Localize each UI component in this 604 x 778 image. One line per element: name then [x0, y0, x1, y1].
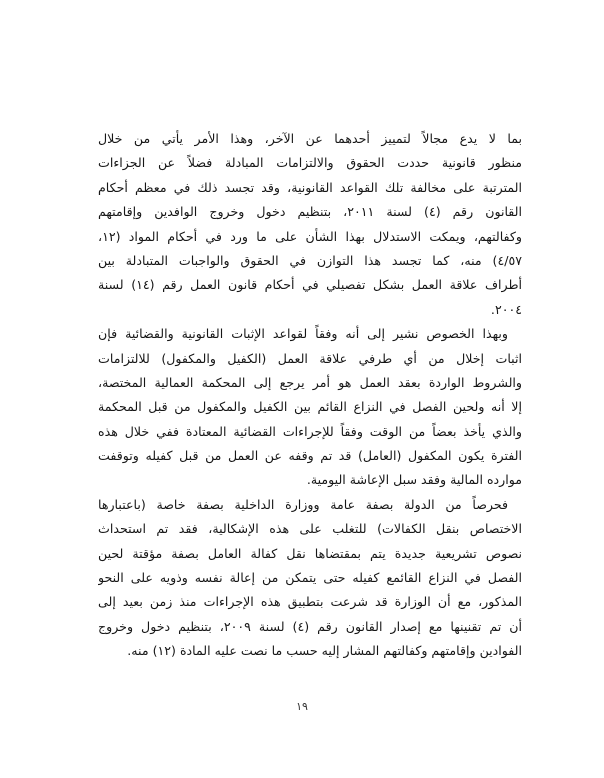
text-line: منظور قانونية حددت الحقوق والالتزامات المبادلة فضلاً عن الجزاءات — [98, 155, 522, 171]
text-line: نصوص تشريعية جديدة يتم بمقتضاها نقل كفالة العامل بصفة مؤقتة لحين — [98, 545, 522, 561]
text-line: الفصل في النزاع القائمع كفيله حتى يتمكن من إعالة نفسه وذويه على النحو — [98, 570, 522, 586]
paragraph-3 — [98, 493, 522, 664]
text-line: اثبات إخلال من أي طرفي علاقة العمل (الكفيل والمكفول) للالتزامات — [98, 350, 522, 366]
text-line: القانون رقم (٤) لسنة ٢٠١١، بتنظيم دخول وخروج الوافدين وإقامتهم — [98, 204, 522, 220]
text-line: الفوادين وإقامتهم وكفالتهم المشار إليه حسب ما نصت عليه المادة (١٢) منه. — [127, 643, 522, 659]
text-line: ٢٠٠٤. — [490, 301, 522, 317]
paragraph-1 — [98, 127, 522, 322]
text-line: والشروط الواردة بعقد العمل هو أمر يرجع إلى المحكمة العمالية المختصة، — [98, 374, 522, 390]
text-line: وبهذا الخصوص نشير إلى أنه وفقاً لقواعد الإثبات القانونية والقضائية فإن — [98, 326, 508, 342]
text-line: أن تم تقنينها مع إصدار القانون رقم (٤) لسنة ٢٠٠٩، بتنظيم دخول وخروج — [98, 618, 522, 634]
text-line: والذي يأخذ بعضاً من الوقت وفقاً للإجراءات القضائية المعتادة ففي خلال هذه — [98, 423, 522, 439]
text-line: فحرصاً من الدولة بصفة عامة ووزارة الداخلية بصفة خاصة (باعتبارها — [98, 496, 508, 512]
text-line: المذكور، مع أن الوزارة قد شرعت بتطبيق هذه الإجراءات منذ زمن بعيد إلى — [98, 594, 522, 610]
text-line: وكفالتهم، ويمكت الاستدلال بهذا الشأن على ما ورد في أحكام المواد (١٢، — [98, 228, 522, 244]
paragraph-2 — [98, 322, 522, 493]
text-line: أطراف علاقة العمل بشكل تفصيلي في أحكام قانون العمل رقم (١٤) لسنة — [98, 277, 522, 293]
text-line: الاختصاص بنقل الكفالات) للتغلب على هذه الإشكالية، فقد تم استحداث — [98, 521, 522, 537]
text-line: موارده المالية وفقد سبل الإعاشة اليومية. — [306, 472, 522, 488]
body-text — [98, 127, 522, 664]
text-line: الفترة يكون المكفول (العامل) قد تم وقفه عن العمل من قبل كفيله وتوقفت — [98, 448, 522, 464]
text-line: ٤/٥٧) منه، كما تجسد هذا التوازن في الحقوق والواجبات المتبادلة بين — [98, 252, 522, 268]
text-line: بما لا يدع مجالاً لتمييز أحدهما عن الآخر، وهذا الأمر يأتي من خلال — [98, 131, 522, 146]
text-line: المترتبة على مخالفة تلك القواعد القانونية، وقد تجسد ذلك في معظم أحكام — [98, 179, 522, 195]
text-line: إلا أنه ولحين الفصل في النزاع القائم بين الكفيل والمكفول من قبل المحكمة — [98, 399, 522, 415]
page-number: ١٩ — [296, 700, 308, 713]
